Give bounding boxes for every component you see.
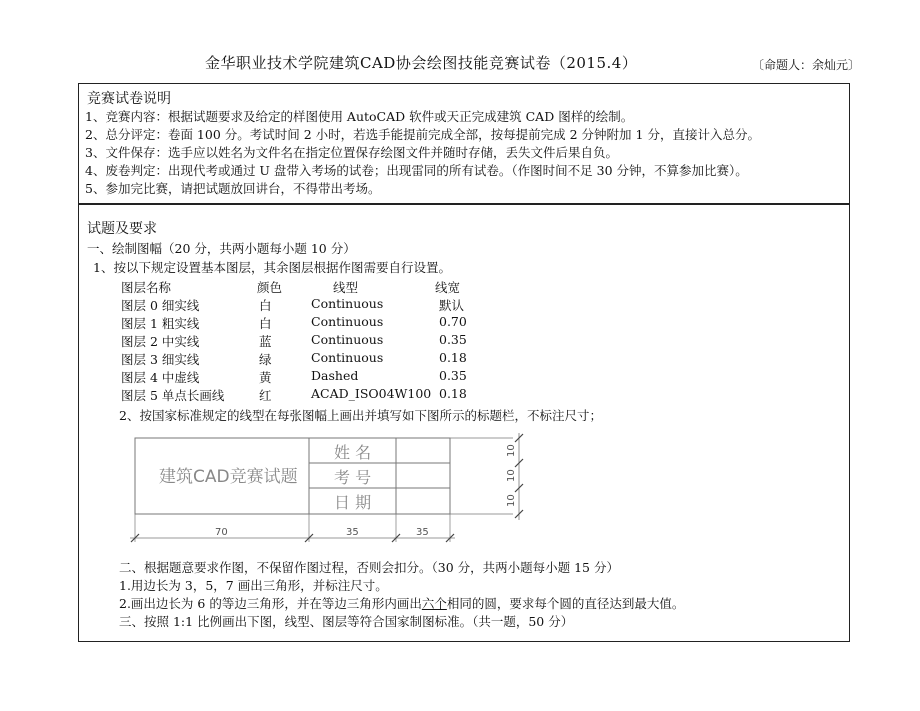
part2-item: 2.画出边长为 6 的等边三角形，并在等边三角形内画出六个相同的圆，要求每个圆的直径达到最大值。 bbox=[119, 596, 685, 611]
dim-bottom: 35 bbox=[416, 527, 429, 538]
col-linetype: 线型 bbox=[333, 280, 359, 295]
layer-row: 图层 0 细实线 白 Continuous 默认 bbox=[121, 296, 465, 313]
question-1: 1、按以下规定设置基本图层，其余图层根据作图需要自行设置。 bbox=[93, 260, 451, 275]
author-note: 〔命题人：余灿元〕 bbox=[752, 58, 861, 72]
underlined-text: 六个 bbox=[421, 596, 447, 611]
title-block-field: 考 号 bbox=[334, 468, 372, 487]
instruction-item: 2、总分评定：卷面 100 分。考试时间 2 小时，若选手能提前完成全部，按每提前完成 2 分钟附加 1 分，直接计入总分。 bbox=[85, 127, 760, 142]
layer-row: 图层 2 中实线 蓝 Continuous 0.35 bbox=[121, 332, 467, 349]
dim-right: 10 bbox=[506, 494, 517, 507]
dim-right: 10 bbox=[506, 444, 517, 457]
questions-heading: 试题及要求 bbox=[87, 221, 157, 237]
part3-heading: 三、按照 1:1 比例画出下图，线型、图层等符合国家制图标准。（共一题，50 分） bbox=[119, 614, 574, 629]
title-block-field: 姓 名 bbox=[334, 443, 372, 462]
instruction-item: 3、文件保存：选手应以姓名为文件名在指定位置保存绘图文件并随时存储，丢失文件后果自负。 bbox=[85, 145, 618, 160]
instruction-item: 5、参加完比赛，请把试题放回讲台，不得带出考场。 bbox=[85, 181, 381, 196]
instruction-item: 1、竞赛内容：根据试题要求及给定的样图使用 AutoCAD 软件或天正完成建筑 CAD 图样的绘制。 bbox=[85, 109, 634, 124]
part2-heading: 二、根据题意要求作图，不保留作图过程，否则会扣分。（30 分，共两小题每小题 15 分） bbox=[119, 560, 619, 575]
page-title: 金华职业技术学院建筑CAD协会绘图技能竞赛试卷（2015.4） bbox=[205, 54, 638, 72]
question-2: 2、按国家标准规定的线型在每张图幅上画出并填写如下图所示的标题栏，不标注尺寸； bbox=[119, 408, 602, 423]
dim-bottom: 70 bbox=[215, 527, 228, 538]
questions-box bbox=[78, 203, 850, 642]
title-block-field: 日 期 bbox=[334, 493, 372, 512]
dim-bottom: 35 bbox=[346, 527, 359, 538]
col-linewidth: 线宽 bbox=[435, 280, 461, 295]
layer-row: 图层 3 细实线 绿 Continuous 0.18 bbox=[121, 350, 467, 367]
part1-heading: 一、绘制图幅（20 分，共两小题每小题 10 分） bbox=[87, 241, 356, 256]
instructions-box bbox=[78, 83, 850, 205]
layer-row: 图层 4 中虚线 黄 Dashed 0.35 bbox=[121, 368, 467, 385]
title-block-main-text: 建筑CAD竞赛试题 bbox=[159, 467, 298, 487]
part2-item: 1.用边长为 3，5，7 画出三角形，并标注尺寸。 bbox=[119, 578, 388, 593]
instruction-item: 4、废卷判定：出现代考或通过 U 盘带入考场的试卷；出现雷同的所有试卷。（作图时间不足 30 分钟，不算参加比赛）。 bbox=[85, 163, 748, 178]
col-layer-name: 图层名称 bbox=[121, 280, 172, 295]
layer-table-header bbox=[79, 278, 849, 294]
layer-row: 图层 1 粗实线 白 Continuous 0.70 bbox=[121, 314, 467, 331]
instructions-heading: 竞赛试卷说明 bbox=[87, 91, 171, 107]
layer-row: 图层 5 单点长画线 红 ACAD_ISO04W100 0.18 bbox=[121, 386, 467, 403]
dim-right: 10 bbox=[506, 469, 517, 482]
title-block-drawing bbox=[129, 430, 529, 550]
col-color: 颜色 bbox=[257, 280, 283, 295]
